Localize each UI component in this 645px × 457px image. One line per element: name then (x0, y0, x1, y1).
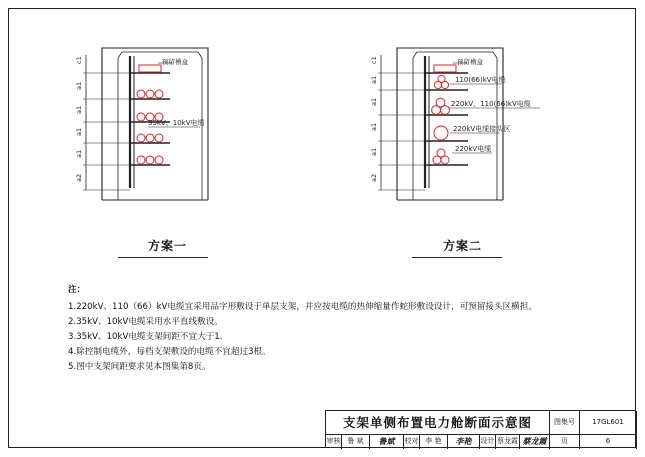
scheme-2-dim-a1: a1 (370, 147, 378, 156)
note-item: 5.图中支架间距要求见本图集第8页。 (68, 362, 211, 372)
notes (68, 283, 608, 375)
atlas-no: 17GL601 (580, 411, 637, 435)
review-label: 审核 (326, 435, 342, 449)
scheme-1-dim-c1: c1 (75, 56, 83, 64)
page-label: 页 (550, 435, 580, 449)
checker-signature: 李艳 (448, 435, 480, 449)
check-label: 校对 (404, 435, 420, 449)
scheme-2-cable-220-label: 220kV电缆 (455, 145, 492, 153)
scheme-2-dim-c1: c1 (370, 56, 378, 64)
note-item: 2.35kV、10kV电缆采用水平直线敷设。 (68, 317, 223, 327)
note-item: 3.35kV、10kV电缆支架间距不宜大于1. (68, 332, 223, 342)
scheme-1-slot-label: 预留槽盒 (162, 58, 188, 66)
drawing-title: 支架单侧布置电力舱断面示意图 (326, 411, 550, 435)
checker: 李 艳 (420, 435, 448, 449)
scheme-2-dim-a1: a1 (370, 122, 378, 131)
design-label: 设计 (480, 435, 496, 449)
reviewer: 鲁 斌 (342, 435, 370, 449)
scheme-1-dim-a1: a1 (75, 149, 83, 158)
notes-title: 注： (68, 285, 86, 295)
scheme-2-title-underline (412, 257, 502, 258)
scheme-2-labels (370, 56, 531, 182)
scheme-2-dim-a1: a1 (370, 75, 378, 84)
scheme-2-dim-a2: a2 (370, 173, 378, 182)
designer: 蔡龙霞 (496, 435, 520, 449)
scheme-2-cable-220-110-label: 220kV、110(66)kV电缆 (451, 100, 531, 108)
designer-signature: 蔡龙霞 (520, 435, 550, 449)
scheme-1-dim-a1: a1 (75, 105, 83, 114)
note-item: 4.除控制电缆外，每档支架敷设的电缆不宜超过3根。 (68, 347, 271, 357)
scheme-1-title: 方案一 (148, 239, 188, 253)
scheme-2-cable-110-label: 110(66)kV电缆 (455, 76, 506, 84)
page-number: 6 (580, 435, 637, 449)
atlas-no-label: 图集号 (550, 411, 580, 435)
scheme-1-labels (75, 56, 205, 182)
title-block (325, 410, 636, 448)
note-item: 1.220kV、110（66）kV电缆宜采用品字形敷设于单层支架，并应按电缆的热伸缩量作蛇形敷设设计，可预留接头区横担。 (68, 302, 537, 312)
scheme-2-joint-label: 220kV电缆接头区 (453, 125, 511, 133)
scheme-2-title: 方案二 (443, 239, 483, 253)
scheme-1-title-underline (118, 257, 208, 258)
scheme-1-dim-a1: a1 (75, 127, 83, 136)
scheme-2-section (378, 48, 540, 200)
scheme-2-slot-label: 预留槽盒 (457, 58, 483, 66)
scheme-2-cables (432, 75, 450, 164)
scheme-2-dim-a1: a1 (370, 97, 378, 106)
reviewer-signature: 鲁斌 (370, 435, 404, 449)
scheme-1-dim-a1: a1 (75, 81, 83, 90)
scheme-1-cable-label: 35kV、10kV电缆 (148, 119, 205, 127)
scheme-1-dim-a2: a2 (75, 173, 83, 182)
